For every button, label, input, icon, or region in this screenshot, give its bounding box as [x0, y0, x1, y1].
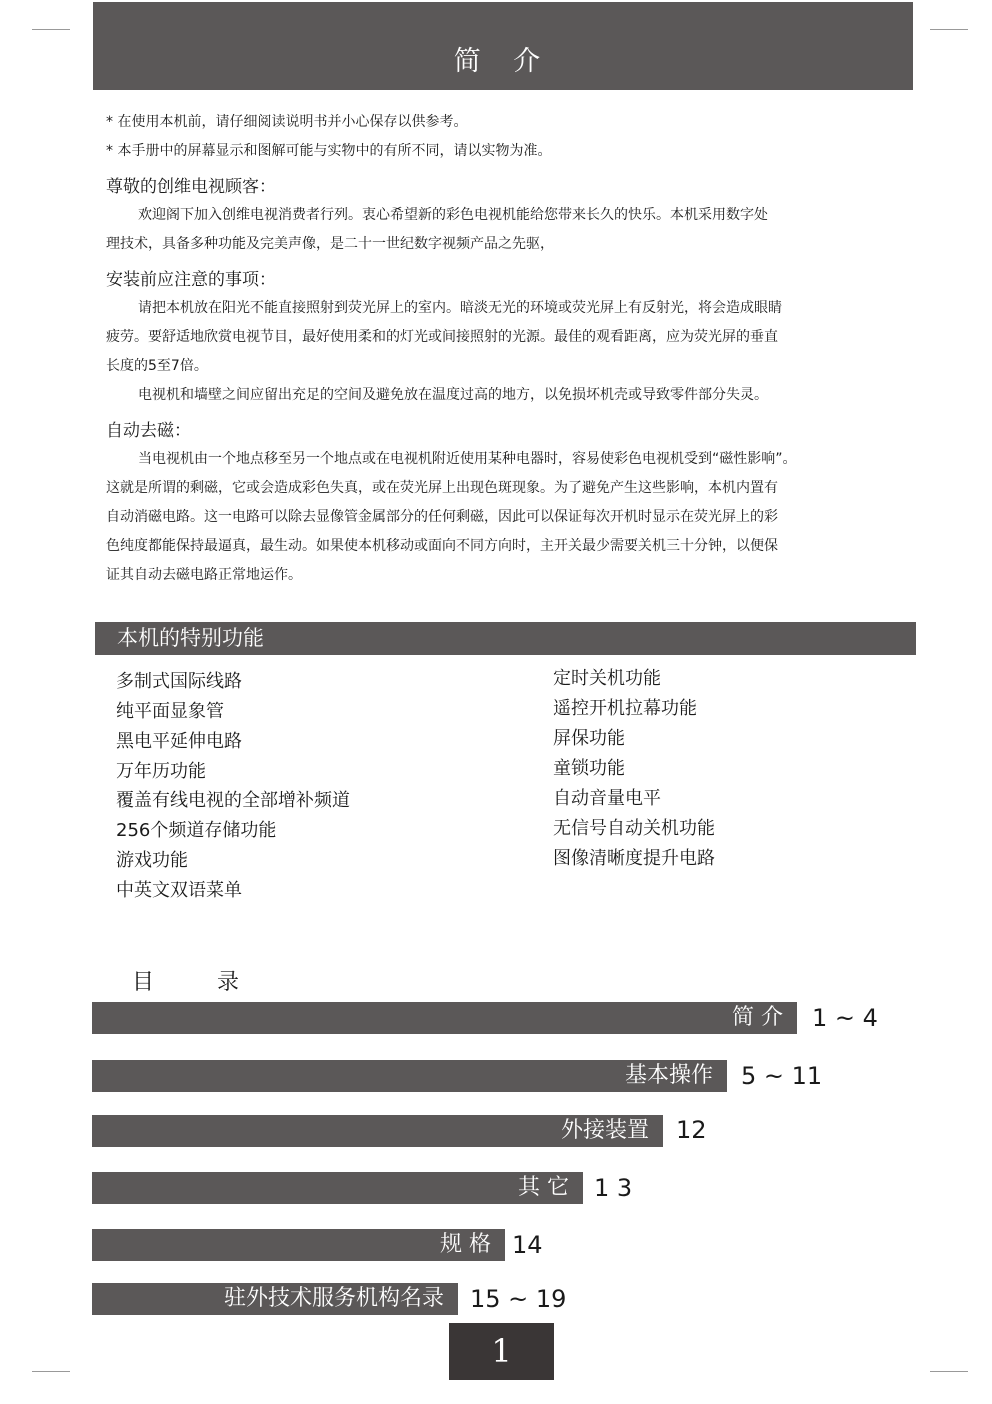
- paragraph-line: 证其自动去磁电路正常地运作。: [106, 567, 302, 583]
- section-heading: 自动去磁：: [106, 421, 191, 441]
- page-title: 简 介: [93, 2, 913, 90]
- paragraph-line: 自动消磁电路。这一电路可以除去显像管金属部分的任何剩磁，因此可以保证每次开机时显示在荧光屏上的彩: [106, 509, 778, 525]
- features-heading: 本机的特别功能: [95, 622, 916, 655]
- feature-item: 游戏功能: [116, 850, 188, 871]
- paragraph-line: 疲劳。要舒适地欣赏电视节目，最好使用柔和的灯光或间接照射的光源。最佳的观看距离，应为荧光屏的垂直: [106, 329, 778, 345]
- feature-item: 屏保功能: [553, 728, 625, 749]
- toc-page-range: 5 ~ 11: [741, 1062, 823, 1090]
- feature-item: 遥控开机拉幕功能: [553, 698, 697, 719]
- toc-entry[interactable]: 驻外技术服务机构名录: [92, 1283, 458, 1315]
- paragraph-line: 请把本机放在阳光不能直接照射到荧光屏上的室内。暗淡无光的环境或荧光屏上有反射光，将会造成眼睛: [138, 300, 782, 316]
- toc-page-range: 1 ~ 4: [812, 1004, 878, 1032]
- page-number: 1: [449, 1323, 554, 1380]
- crop-mark: [32, 29, 70, 30]
- feature-item: 256个频道存储功能: [116, 820, 277, 841]
- toc-entry[interactable]: 简 介: [92, 1002, 797, 1034]
- feature-item: 多制式国际线路: [116, 671, 242, 692]
- paragraph-line: 电视机和墙壁之间应留出充足的空间及避免放在温度过高的地方，以免损坏机壳或导致零件部分失灵。: [138, 387, 768, 403]
- toc-page-range: 12: [676, 1116, 707, 1144]
- toc-entry[interactable]: 基本操作: [92, 1060, 727, 1092]
- feature-item: 黑电平延伸电路: [116, 731, 242, 752]
- paragraph-line: 色纯度都能保持最逼真，最生动。如果使本机移动或面向不同方向时，主开关最少需要关机三十分钟，以便保: [106, 538, 778, 554]
- crop-mark: [32, 1371, 70, 1372]
- note: * 本手册中的屏幕显示和图解可能与实物中的有所不同，请以实物为准。: [106, 143, 552, 159]
- paragraph-line: 这就是所谓的剩磁，它或会造成彩色失真，或在荧光屏上出现色斑现象。为了避免产生这些影响，本机内置有: [106, 480, 778, 496]
- feature-item: 无信号自动关机功能: [553, 818, 715, 839]
- section-heading: 安装前应注意的事项：: [106, 270, 276, 290]
- paragraph-line: 欢迎阁下加入创维电视消费者行列。衷心希望新的彩色电视机能给您带来长久的快乐。本机采用数字处: [138, 207, 768, 223]
- paragraph-line: 当电视机由一个地点移至另一个地点或在电视机附近使用某种电器时，容易使彩色电视机受到“磁性影响”。: [138, 451, 797, 467]
- feature-item: 纯平面显象管: [116, 701, 224, 722]
- feature-item: 万年历功能: [116, 761, 206, 782]
- toc-entry[interactable]: 其 它: [92, 1172, 583, 1204]
- feature-item: 覆盖有线电视的全部增补频道: [116, 790, 350, 811]
- feature-item: 图像清晰度提升电路: [553, 848, 715, 869]
- crop-mark: [930, 1371, 968, 1372]
- section-heading: 尊敬的创维电视顾客：: [106, 177, 276, 197]
- toc-entry[interactable]: 规 格: [92, 1229, 505, 1261]
- feature-item: 中英文双语菜单: [116, 880, 242, 901]
- toc-page-range: 1 3: [594, 1174, 633, 1202]
- toc-title: 目 录: [132, 970, 267, 995]
- toc-page-range: 14: [512, 1231, 543, 1259]
- crop-mark: [930, 29, 968, 30]
- note: * 在使用本机前，请仔细阅读说明书并小心保存以供参考。: [106, 114, 468, 130]
- paragraph-line: 理技术，具备多种功能及完美声像，是二十一世纪数字视频产品之先驱，: [106, 236, 554, 252]
- feature-item: 自动音量电平: [553, 788, 661, 809]
- feature-item: 童锁功能: [553, 758, 625, 779]
- toc-entry[interactable]: 外接装置: [92, 1115, 663, 1147]
- paragraph-line: 长度的5至7倍。: [106, 358, 208, 374]
- toc-page-range: 15 ~ 19: [470, 1285, 567, 1313]
- feature-item: 定时关机功能: [553, 668, 661, 689]
